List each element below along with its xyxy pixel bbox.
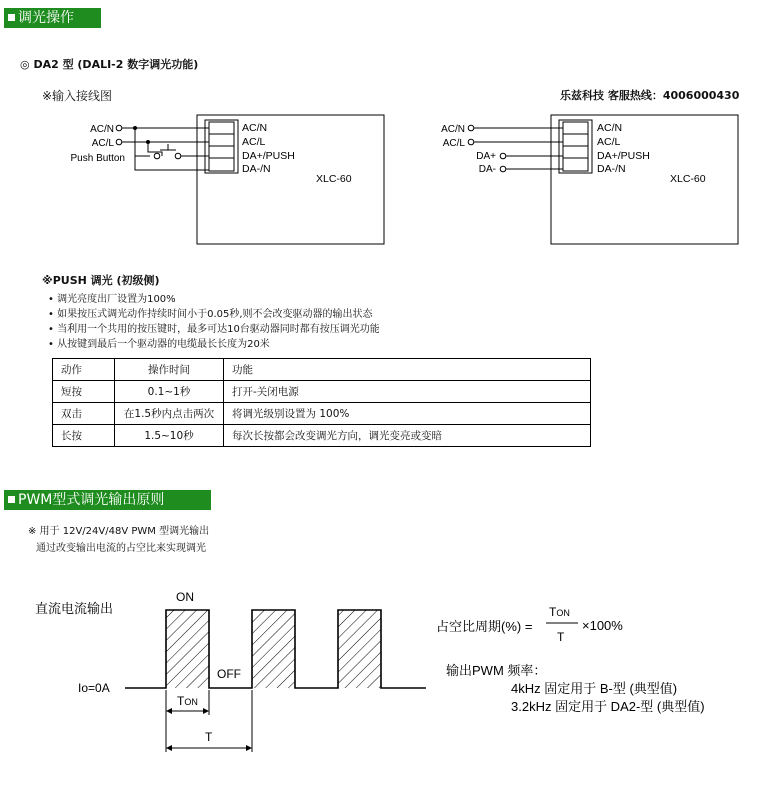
double-circle-icon: ◎ <box>20 58 30 71</box>
table-cell: 短按 <box>53 381 115 403</box>
pwm-note: 通过改变输出电流的占空比来实现调光 <box>36 543 206 554</box>
terminal-label: DA+/PUSH <box>597 150 650 162</box>
hotline-text: 乐兹科技 客服热线：4006000430 <box>560 89 740 102</box>
square-bullet-icon <box>8 14 15 21</box>
fraction-denominator: T <box>557 630 565 644</box>
terminal-circle <box>500 153 506 159</box>
input-label: Push Button <box>70 153 125 164</box>
da2-label: DA2 型 (DALI-2 数字调光功能) <box>33 58 199 71</box>
terminal-circle <box>500 166 506 172</box>
input-label: AC/N <box>441 124 465 135</box>
terminal-label: DA-/N <box>242 163 271 175</box>
pulse-on <box>338 610 381 688</box>
table-cell: 0.1~1秒 <box>115 381 224 403</box>
push-bullet: • 当利用一个共用的按压键时，最多可达10台驱动器同时都有按压调光功能 <box>48 324 380 335</box>
input-label: DA- <box>478 164 496 175</box>
model-label: XLC-60 <box>316 173 352 185</box>
fraction-numerator: TON <box>549 605 570 619</box>
terminal-label: AC/L <box>242 136 266 148</box>
wiring-diagram <box>0 100 782 250</box>
terminal-label: AC/N <box>242 122 268 134</box>
table-row <box>53 403 591 425</box>
duty-cycle-label: 占空比周期(%) = <box>436 619 533 634</box>
io-label: Io=0A <box>78 681 110 695</box>
input-label: DA+ <box>476 151 496 162</box>
input-label: AC/L <box>91 138 114 149</box>
model-label: XLC-60 <box>670 173 706 185</box>
section-title: 调光操作 <box>18 10 74 26</box>
table-cell: 打开-关闭电源 <box>224 381 591 403</box>
terminal-label: AC/N <box>597 122 623 134</box>
off-label: OFF <box>217 667 241 681</box>
pwm-waveform <box>0 580 782 795</box>
da2-heading <box>20 56 198 72</box>
terminal-circle <box>468 125 474 131</box>
pulse-on <box>166 610 209 688</box>
table-header-cell: 操作时间 <box>115 359 224 381</box>
pwm-frequency-title: 输出PWM 频率： <box>446 663 547 678</box>
table-header-cell: 动作 <box>53 359 115 381</box>
ton-label: TON <box>177 694 198 708</box>
pwm-note: ※ 用于 12V/24V/48V PWM 型调光输出 <box>28 526 210 537</box>
wiring-diagram-left <box>71 115 384 244</box>
pwm-frequency-b: 4kHz 固定用于 B-型 (典型值) <box>511 681 678 696</box>
push-bullet: • 如果按压式调光动作持续时间小于0.05秒,则不会改变驱动器的输出状态 <box>48 309 373 320</box>
terminal-label: DA-/N <box>597 163 626 175</box>
fraction-multiplier: ×100% <box>582 618 623 633</box>
pwm-frequency-da2: 3.2kHz 固定用于 DA2-型 (典型值) <box>511 699 705 714</box>
table-cell: 将调光级别设置为 100% <box>224 403 591 425</box>
push-switch-contact <box>175 153 181 159</box>
on-label: ON <box>176 590 194 604</box>
push-bullet: • 从按键到最后一个驱动器的电缆最长长度为20米 <box>48 339 270 350</box>
table-header-row <box>53 359 591 381</box>
terminal-circle <box>468 139 474 145</box>
table-cell: 每次长按都会改变调光方向，调光变亮或变暗 <box>224 425 591 447</box>
table-row <box>53 381 591 403</box>
table-cell: 在1.5秒内点击两次 <box>115 403 224 425</box>
table-row <box>53 425 591 447</box>
push-action-table <box>52 358 591 447</box>
section-header-dimming <box>4 8 101 28</box>
square-bullet-icon <box>8 496 15 503</box>
input-label: AC/L <box>442 138 465 149</box>
table-cell: 1.5~10秒 <box>115 425 224 447</box>
table-header-cell: 功能 <box>224 359 591 381</box>
terminal-circle <box>116 139 122 145</box>
push-title: ※PUSH 调光 (初级侧) <box>42 274 160 287</box>
input-label: AC/N <box>90 124 114 135</box>
section-title: PWM型式调光输出原则 <box>18 492 165 508</box>
dc-output-label: 直流电流输出 <box>35 601 114 616</box>
table-cell: 双击 <box>53 403 115 425</box>
wiring-diagram-right <box>441 115 738 244</box>
push-bullet: • 调光亮度出厂设置为100% <box>48 294 176 305</box>
section-header-pwm <box>4 490 211 510</box>
table-cell: 长按 <box>53 425 115 447</box>
push-switch-contact <box>154 153 160 159</box>
terminal-label: DA+/PUSH <box>242 150 295 162</box>
period-label: T <box>205 730 213 744</box>
terminal-circle <box>116 125 122 131</box>
wiring-title: ※输入接线图 <box>42 89 113 103</box>
pulse-on <box>252 610 295 688</box>
terminal-label: AC/L <box>597 136 621 148</box>
